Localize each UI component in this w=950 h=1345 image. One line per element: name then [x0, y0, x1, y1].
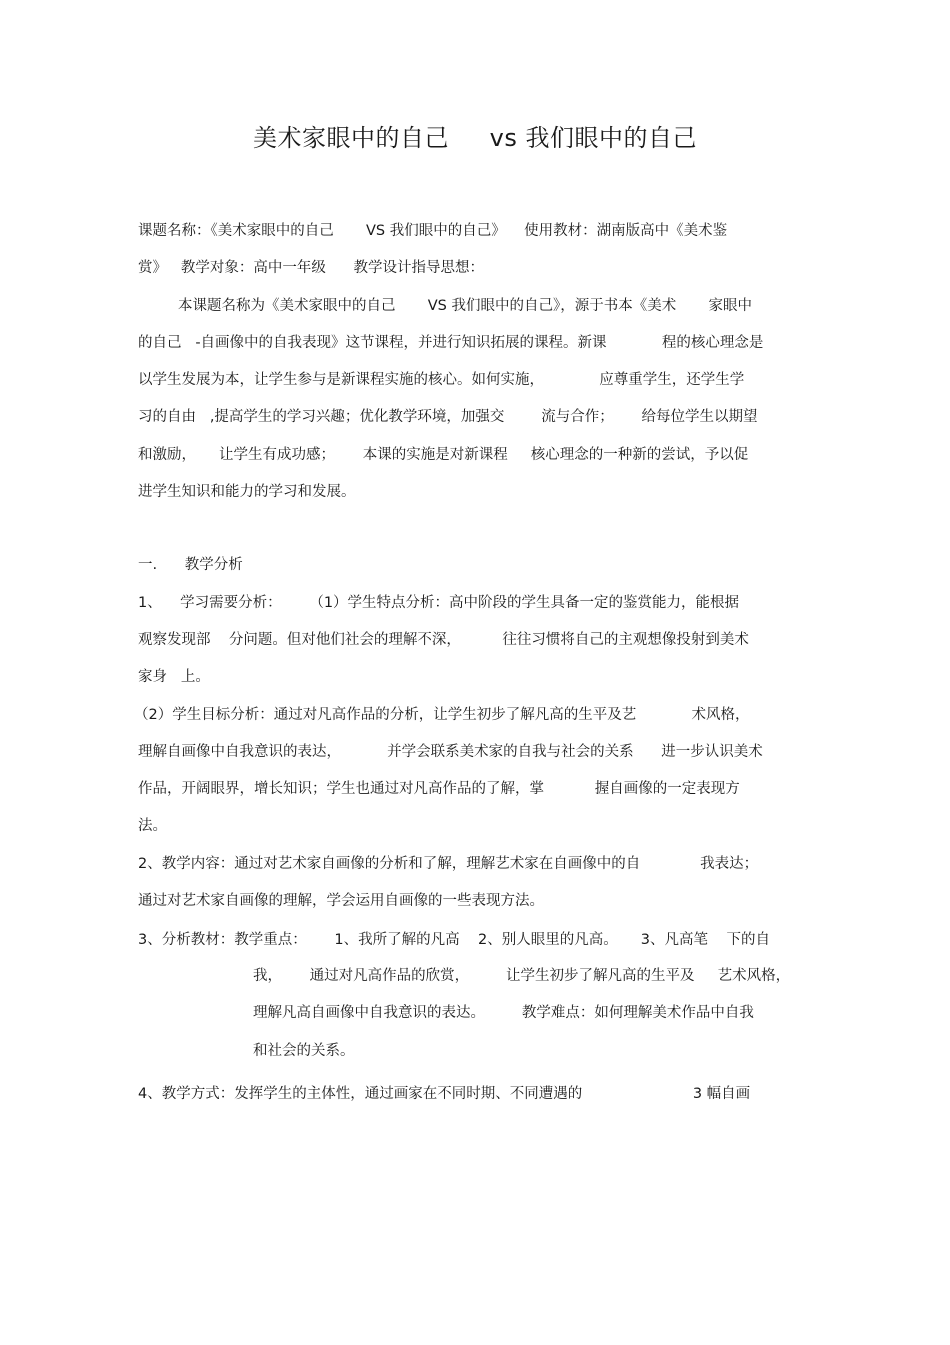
text-line: 我， 通过对凡高作品的欣赏， 让学生初步了解凡高的生平及 艺术风格，: [253, 968, 791, 984]
text-line: 进学生知识和能力的学习和发展。: [138, 484, 356, 500]
text-line: 的自己 -自画像中的自我表现》这节课程，并进行知识拓展的课程。新课 程的核心理念是: [138, 335, 764, 351]
section-heading: 一. 教学分析: [138, 557, 243, 573]
text-line: 4、教学方式：发挥学生的主体性，通过画家在不同时期、不同遭遇的 3 幅自画: [138, 1086, 751, 1102]
text-line: 习的自由 ,提高学生的学习兴趣；优化教学环境，加强交 流与合作； 给每位学生以期望: [138, 409, 758, 425]
text-line: 理解自画像中自我意识的表达， 并学会联系美术家的自我与社会的关系 进一步认识美术: [138, 744, 763, 760]
document-title: 美术家眼中的自己 vs 我们眼中的自己: [253, 124, 697, 152]
text-line: 以学生发展为本，让学生参与是新课程实施的核心。如何实施， 应尊重学生，还学生学: [138, 372, 745, 388]
text-line: 通过对艺术家自画像的理解，学会运用自画像的一些表现方法。: [138, 893, 544, 909]
text-line: 法。: [138, 818, 167, 834]
text-line: 家身 上。: [138, 669, 210, 685]
text-line: 本课题名称为《美术家眼中的自己 VS 我们眼中的自己》，源于书本《美术 家眼中: [178, 298, 753, 314]
text-line: 2、教学内容：通过对艺术家自画像的分析和了解，理解艺术家在自画像中的自 我表达；: [138, 856, 759, 872]
text-line: 观察发现部 分问题。但对他们社会的理解不深， 往往习惯将自己的主观想像投射到美术: [138, 632, 749, 648]
text-line: 课题名称：《美术家眼中的自己 VS 我们眼中的自己》 使用教材：湖南版高中《美术鉴: [138, 223, 728, 239]
text-line: 赏》 教学对象：高中一年级 教学设计指导思想：: [138, 260, 484, 276]
text-line: 作品，开阔眼界，增长知识；学生也通过对凡高作品的了解，掌 握自画像的一定表现方: [138, 781, 740, 797]
text-line: 和社会的关系。: [253, 1043, 355, 1059]
text-line: 3、分析教材：教学重点： 1、我所了解的凡高 2、别人眼里的凡高。 3、凡高笔 下的自: [138, 932, 770, 948]
text-line: 1、 学习需要分析： （1）学生特点分析：高中阶段的学生具备一定的鉴赏能力，能根据: [138, 595, 740, 611]
text-line: 理解凡高自画像中自我意识的表达。 教学难点：如何理解美术作品中自我: [253, 1005, 754, 1021]
text-line: 和激励， 让学生有成功感； 本课的实施是对新课程 核心理念的一种新的尝试，予以促: [138, 447, 749, 463]
text-line: （2）学生目标分析：通过对凡高作品的分析，让学生初步了解凡高的生平及艺 术风格，: [134, 707, 750, 723]
